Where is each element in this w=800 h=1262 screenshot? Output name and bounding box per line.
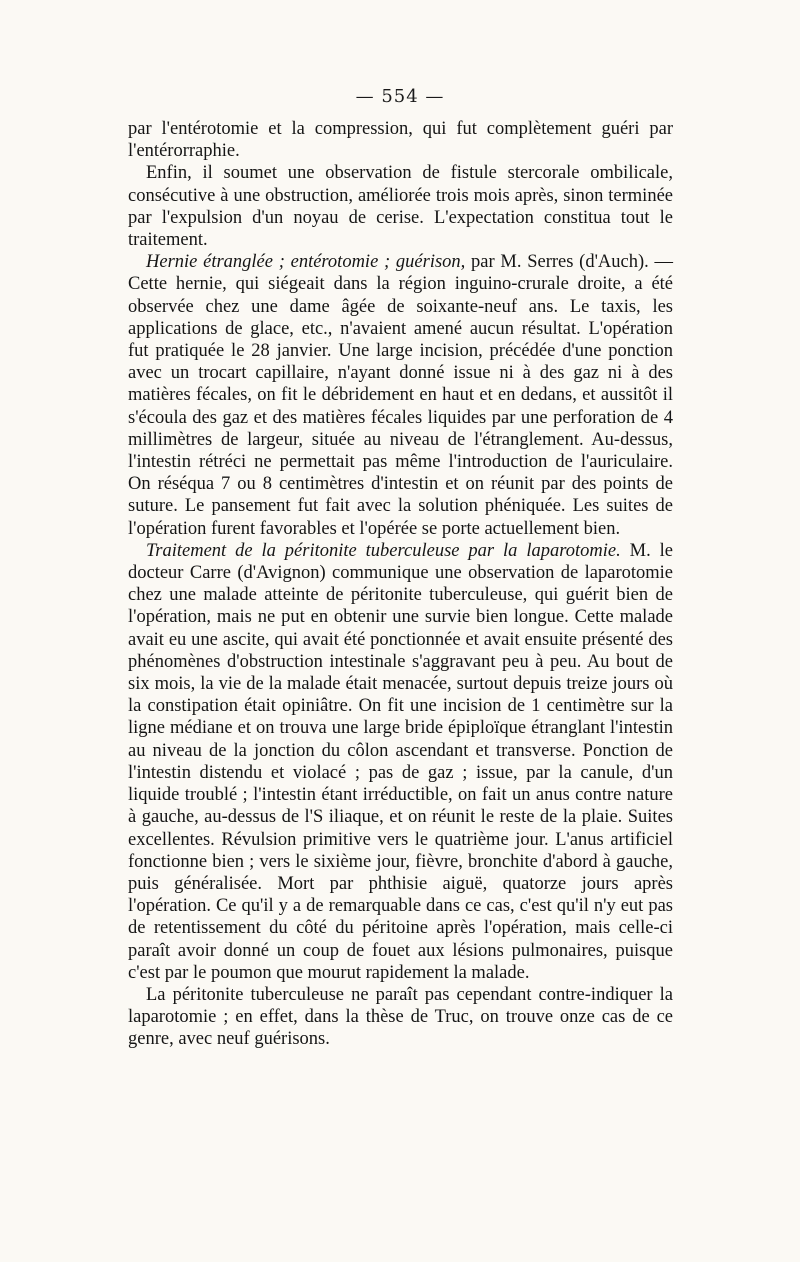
- page-number: — 554 —: [355, 86, 445, 107]
- section-title-peritonite: Traitement de la péritonite tuberculeuse par la laparotomie.: [146, 540, 621, 561]
- paragraph-2: Enfin, il soumet une observation de fistule stercorale ombilicale, consécutive à une obstruction, améliorée trois mois après, sinon terminée par l'expulsion d'un noyau de cerise. L'expectation constitua tout le traitement.: [128, 163, 673, 251]
- section-title-hernie: Hernie étranglée ; entérotomie ; guérison,: [146, 252, 466, 273]
- paragraph-4: [128, 540, 673, 984]
- paragraph-1: par l'entérotomie et la compression, qui fut complètement guéri par l'entérorraphie.: [128, 119, 673, 162]
- paragraph-4-body: M. le docteur Carre (d'Avignon) communique une observation de laparotomie chez une malade atteinte de péritonite tuberculeuse, qui guérit bien de l'opération, mais ne put en obtenir une survie bien longue. Cette malade avait eu une ascite, qui avait été ponctionnée et avait ensuite présenté des phénomènes d'obstruction intestinale s'aggravant peu à peu. Au bout de six mois, la vie de la malade était menacée, surtout depuis treize jours où la constipation était opiniâtre. On fit une incision de 1 centimètre sur la ligne médiane et on trouva une large bride épiploïque étranglant l'intestin au niveau de la jonction du côlon ascendant et transverse. Ponction de l'intestin distendu et violacé ; pas de gaz ; issue, par la canule, d'un liquide troublé ; l'intestin étant irréductible, on fait un anus contre nature à gauche, au-dessus de l'S iliaque, et on réunit le reste de la plaie. Suites excellentes. Révulsion primitive vers le quatrième jour. L'anus artificiel fonctionne bien ; vers le sixième jour, fièvre, bronchite d'abord à gauche, puis généralisée. Mort par phthisie aiguë, quatorze jours après l'opération. Ce qu'il y a de remarquable dans ce cas, c'est qu'il n'y eut pas de retentissement du côté du péritoine après l'opération, mais celle-ci paraît avoir donné un coup de fouet aux lésions pulmonaires, puisque c'est par le poumon que mourut rapidement la malade.: [128, 540, 673, 983]
- body-text: [128, 118, 673, 1051]
- paragraph-5: La péritonite tuberculeuse ne paraît pas cependant contre-indiquer la laparotomie ; en effet, dans la thèse de Truc, on trouve onze cas de ce genre, avec neuf guérisons.: [128, 984, 673, 1050]
- paragraph-3-body: par M. Serres (d'Auch). — Cette hernie, qui siégeait dans la région inguino-crurale droite, a été observée chez une dame âgée de soixante-neuf ans. Le taxis, les applications de glace, etc., n'avaient amené aucun résultat. L'opération fut pratiquée le 28 janvier. Une large incision, précédée d'une ponction avec un trocart capillaire, n'ayant donné issue ni à des gaz ni à des matières fécales, on fit le débridement en haut et en dedans, et aussitôt il s'écoula des gaz et des matières fécales liquides par une perforation de 4 millimètres de largeur, située au niveau de l'étranglement. Au-dessus, l'intestin rétréci ne permettait pas même l'introduction de l'auriculaire. On réséqua 7 ou 8 centimètres d'intestin et on réunit par des points de suture. Le pansement fut fait avec la solution phéniquée. Les suites de l'opération furent favorables et l'opérée se porte actuellement bien.: [128, 252, 674, 539]
- paragraph-3: [128, 251, 673, 540]
